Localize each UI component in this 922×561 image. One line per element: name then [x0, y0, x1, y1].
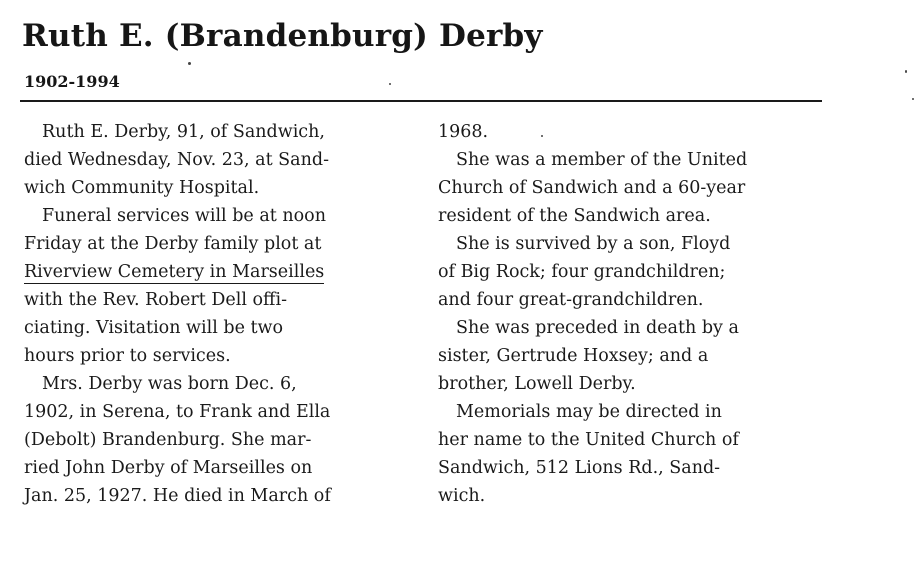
text-line: [24, 174, 419, 202]
text-line: [24, 482, 419, 510]
text-line: [24, 258, 419, 286]
text-line: [438, 426, 828, 454]
text-line: [438, 174, 828, 202]
scan-speck: [912, 98, 914, 100]
obituary-dates: 1902-1994: [24, 72, 120, 91]
text-line: [24, 370, 419, 398]
line-text: ciating. Visitation will be two: [24, 318, 284, 338]
line-text: Memorials may be directed in: [456, 402, 722, 422]
line-text: brother, Lowell Derby.: [438, 374, 636, 394]
line-text: Church of Sandwich and a 60-year: [438, 178, 746, 198]
right-column: [438, 118, 828, 510]
scan-speck: [905, 70, 907, 73]
line-text: Jan. 25, 1927. He died in March of: [24, 486, 331, 506]
line-text: Friday at the Derby family plot at: [24, 234, 322, 254]
line-text: She was a member of the United: [456, 150, 748, 170]
line-text: hours prior to services.: [24, 346, 231, 366]
text-line: [24, 454, 419, 482]
text-line: [438, 118, 828, 146]
text-line: [24, 230, 419, 258]
text-line: [438, 258, 828, 286]
line-text: died Wednesday, Nov. 23, at Sand-: [24, 150, 329, 170]
line-text: wich.: [438, 486, 486, 506]
line-text: 1902, in Serena, to Frank and Ella: [24, 402, 331, 422]
line-text: (Debolt) Brandenburg. She mar-: [24, 430, 312, 450]
line-text: sister, Gertrude Hoxsey; and a: [438, 346, 709, 366]
line-text: her name to the United Church of: [438, 430, 739, 450]
line-text: resident of the Sandwich area.: [438, 206, 711, 226]
line-text: She was preceded in death by a: [456, 318, 739, 338]
line-text: wich Community Hospital.: [24, 178, 260, 198]
text-line: [438, 454, 828, 482]
text-line: [438, 370, 828, 398]
text-line: [438, 202, 828, 230]
line-text: of Big Rock; four grandchildren;: [438, 262, 726, 282]
line-text: ried John Derby of Marseilles on: [24, 458, 313, 478]
line-text: She is survived by a son, Floyd: [456, 234, 731, 254]
text-line: [438, 482, 828, 510]
left-column: [24, 118, 419, 510]
line-text: Sandwich, 512 Lions Rd., Sand-: [438, 458, 721, 478]
scan-speck: [389, 83, 391, 85]
scan-speck: [541, 135, 543, 137]
text-line: [24, 398, 419, 426]
text-line: [24, 314, 419, 342]
text-line: [438, 342, 828, 370]
text-line: [438, 314, 828, 342]
obituary-headline: Ruth E. (Brandenburg) Derby: [22, 18, 543, 54]
headline-rule: [20, 100, 822, 102]
text-line: [438, 146, 828, 174]
text-line: [438, 286, 828, 314]
line-text: 1968.: [438, 122, 489, 142]
text-line: [24, 202, 419, 230]
text-line: [24, 118, 419, 146]
text-line: [24, 286, 419, 314]
text-line: [438, 398, 828, 426]
scan-speck: [188, 62, 191, 65]
line-text: and four great-grandchildren.: [438, 290, 704, 310]
text-line: [24, 342, 419, 370]
text-line: [24, 146, 419, 174]
line-text: Ruth E. Derby, 91, of Sandwich,: [42, 122, 325, 142]
line-text: Mrs. Derby was born Dec. 6,: [42, 374, 297, 394]
line-text: with the Rev. Robert Dell offi-: [24, 290, 287, 310]
line-text: Funeral services will be at noon: [42, 206, 326, 226]
text-line: [438, 230, 828, 258]
underlined-text: Riverview Cemetery in Marseilles: [24, 262, 325, 282]
text-line: [24, 426, 419, 454]
